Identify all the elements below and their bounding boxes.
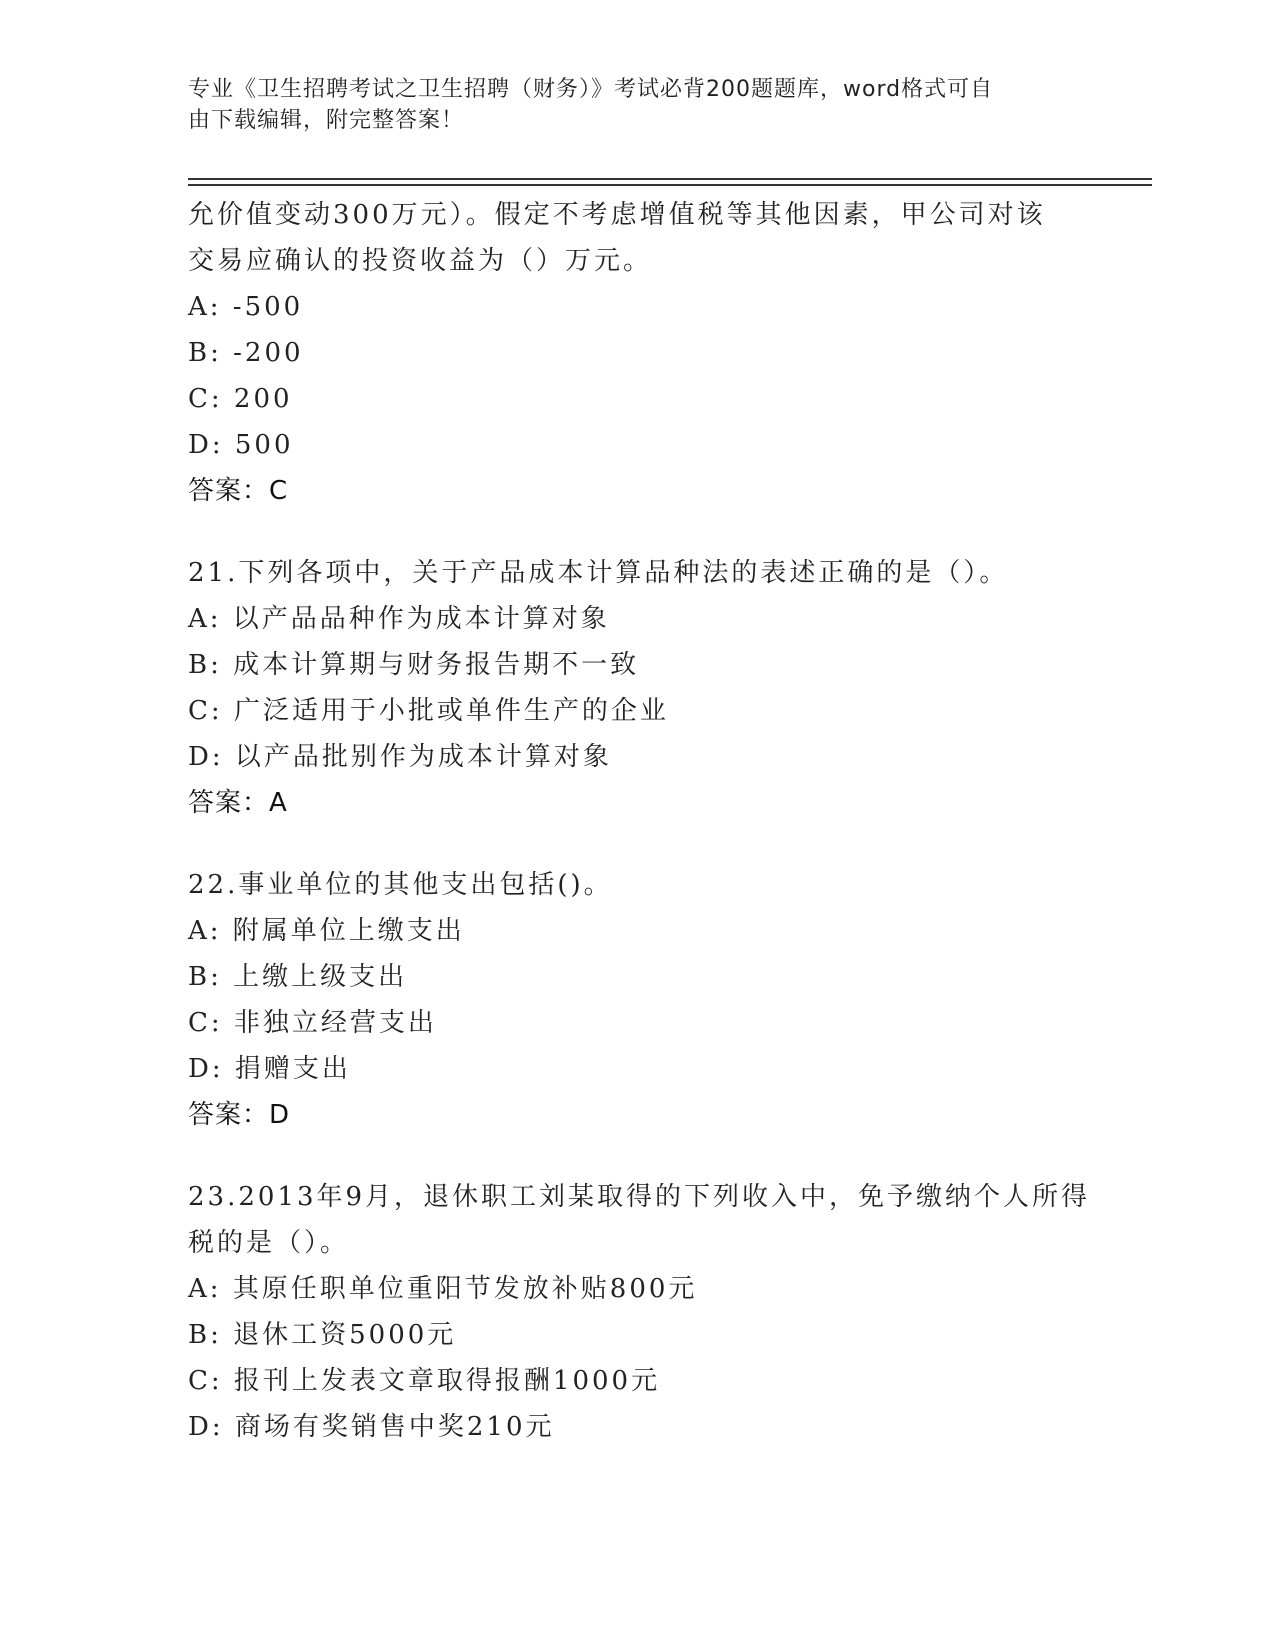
option-a: A: 其原任职单位重阳节发放补贴800元 <box>188 1274 698 1304</box>
option-b: B: 退休工资5000元 <box>188 1320 457 1350</box>
option-c: C: 广泛适用于小批或单件生产的企业 <box>188 696 669 726</box>
answer-line: 答案：D <box>188 1100 291 1130</box>
option-a: A: -500 <box>188 292 304 322</box>
question-text-line: 22.事业单位的其他支出包括()。 <box>188 870 613 900</box>
question-text-line: 税的是（）。 <box>188 1228 350 1258</box>
question-21 <box>188 550 1088 826</box>
question-text-line: 允价值变动300万元）。假定不考虑增值税等其他因素，甲公司对该 <box>188 200 1046 230</box>
answer-line: 答案：C <box>188 476 289 506</box>
option-a: A: 附属单位上缴支出 <box>188 916 465 946</box>
header-title-line-2: 由下载编辑，附完整答案！ <box>188 108 465 133</box>
option-b: B: -200 <box>188 338 304 368</box>
option-c: C: 报刊上发表文章取得报酬1000元 <box>188 1366 661 1396</box>
option-d: D: 捐赠支出 <box>188 1054 351 1084</box>
option-b: B: 成本计算期与财务报告期不一致 <box>188 650 640 680</box>
answer-line: 答案：A <box>188 788 288 818</box>
question-text-line: 21.下列各项中，关于产品成本计算品种法的表述正确的是（）。 <box>188 558 1009 588</box>
header-divider-bottom <box>188 184 1152 186</box>
header-divider-top <box>188 178 1152 180</box>
document-header <box>188 74 1068 136</box>
question-text-line: 交易应确认的投资收益为（）万元。 <box>188 246 653 276</box>
question-23 <box>188 1174 1091 1450</box>
question-text-line: 23.2013年9月，退休职工刘某取得的下列收入中，免予缴纳个人所得 <box>188 1182 1091 1212</box>
question-22 <box>188 862 1088 1138</box>
option-d: D: 500 <box>188 430 294 460</box>
option-d: D: 以产品批别作为成本计算对象 <box>188 742 612 772</box>
option-b: B: 上缴上级支出 <box>188 962 408 992</box>
question-content <box>188 192 1091 1450</box>
option-a: A: 以产品品种作为成本计算对象 <box>188 604 610 634</box>
header-title-line-1: 专业《卫生招聘考试之卫生招聘（财务）》考试必背200题题库，word格式可自 <box>188 77 994 102</box>
option-c: C: 非独立经营支出 <box>188 1008 437 1038</box>
option-d: D: 商场有奖销售中奖210元 <box>188 1412 555 1442</box>
option-c: C: 200 <box>188 384 293 414</box>
question-20-continuation <box>188 192 1088 514</box>
